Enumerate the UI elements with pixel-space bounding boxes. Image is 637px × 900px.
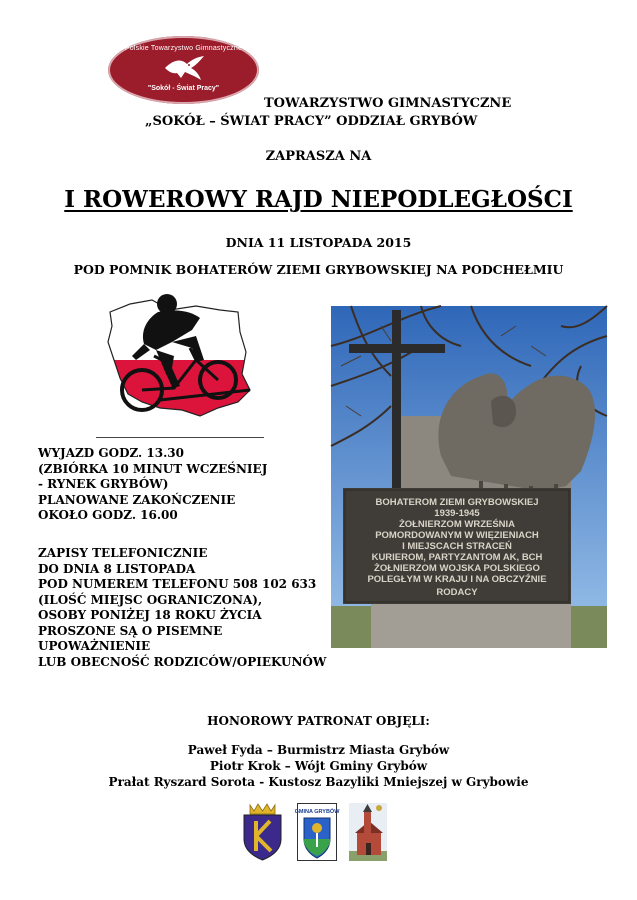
registration-line: DO DNIA 8 LISTOPADA [38,561,196,576]
invite-text: ZAPRASZA NA [265,149,372,164]
gmina-grybow-crest-icon [294,803,340,861]
cyclist-poland-map-icon [100,290,260,430]
event-title [0,186,637,213]
plaque-line: KURIEROM, PARTYZANTOM AK, BCH [371,552,543,563]
patron-line: Paweł Fyda – Burmistrz Miasta Grybów [187,743,450,757]
plaque-line: POMORDOWANYM W WIĘZIENIACH [375,530,539,541]
grybow-town-crest-icon [240,803,285,861]
plaque-line: 1939-1945 [434,508,480,519]
registration-line: (ILOŚĆ MIEJSC OGRANICZONA), [38,592,263,607]
patron-line: Piotr Krok – Wójt Gminy Grybów [209,759,428,773]
departure-line: - RYNEK GRYBÓW) [38,477,169,491]
basilica-icon [349,803,387,861]
departure-info [38,446,267,524]
honorary-heading: HONOROWY PATRONAT OBJĘLI: [207,714,430,728]
registration-line: OSOBY PONIŻEJ 18 ROKU ŻYCIA [38,608,262,622]
departure-line: WYJAZD GODZ. 13.30 [38,446,184,460]
organizer-line-1: TOWARZYSTWO GIMNASTYCZNE [264,96,512,111]
plaque-line: BOHATEROM ZIEMI GRYBOWSKIEJ [375,497,539,508]
event-title-text: I ROWEROWY RAJD NIEPODLEGŁOŚCI [64,186,573,213]
departure-line: PLANOWANE ZAKOŃCZENIE [38,492,236,507]
departure-line: (ZBIÓRKA 10 MINUT WCZEŚNIEJ [38,461,268,476]
plaque-line: I MIEJSCACH STRACEŃ [402,541,512,552]
logo-top-text: Polskie Towarzystwo Gimnastyczne [124,45,243,52]
logo-bottom-text: "Sokół - Świat Pracy" [147,85,220,92]
divider-line [96,437,264,438]
registration-line: PROSZONE SĄ O PISEMNE [38,623,223,638]
patrons-list [0,742,637,790]
organizer-line-2: „SOKÓŁ – ŚWIAT PRACY” ODDZIAŁ GRYBÓW [145,114,478,129]
monument-illustration [331,306,607,648]
plaque-line: POLEGŁYM W KRAJU I NA OBCZYŹNIE [367,574,547,585]
sokol-logo [108,36,259,104]
event-date: DNIA 11 LISTOPADA 2015 [225,235,412,250]
plaque-line: RODACY [436,587,478,598]
registration-line: POD NUMEREM TELEFONU 508 102 633 [38,577,317,591]
departure-line: OKOŁO GODZ. 16.00 [38,508,178,522]
monument-photo [331,306,607,648]
registration-line: UPOWAŻNIENIE [38,639,151,653]
registration-line: LUB OBECNOŚĆ RODZICÓW/OPIEKUNÓW [38,654,327,669]
plaque-line: ŻOŁNIERZOM WOJSKA POLSKIEGO [374,563,540,574]
gmina-label: GMINA GRYBÓW [294,809,340,815]
plaque-line: ŻOŁNIERZOM WRZEŚNIA [398,519,516,530]
event-place: POD POMNIK BOHATERÓW ZIEMI GRYBOWSKIEJ NA PODCHEŁMIU [73,262,564,277]
registration-line: ZAPISY TELEFONICZNIE [38,546,208,560]
falcon-icon [163,54,205,84]
patron-line: Prałat Ryszard Sorota - Kustosz Bazyliki Mniejszej w Grybowie [108,775,529,789]
registration-info [38,546,326,670]
